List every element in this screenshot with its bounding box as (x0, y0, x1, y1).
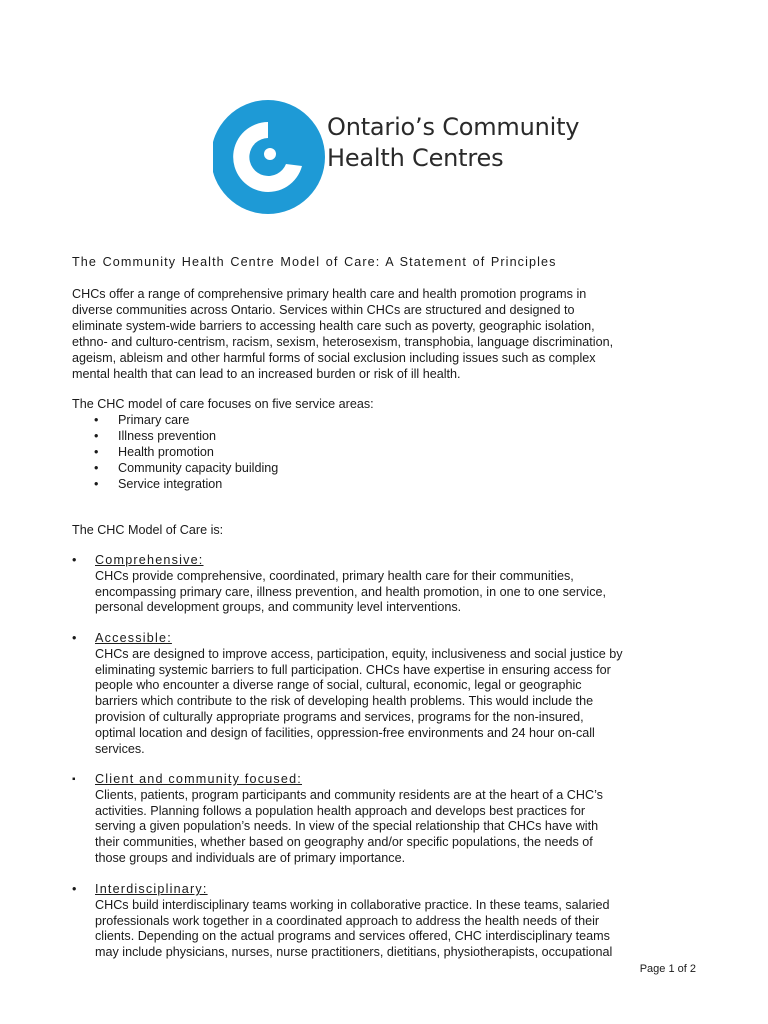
section-line: eliminating systemic barriers to full participation. CHCs have expertise in ensuring access for (95, 662, 611, 677)
section-line: CHCs build interdisciplinary teams working in collaborative practice. In these teams, salaried (95, 897, 610, 912)
list-item-label: Community capacity building (118, 461, 279, 475)
section-line: their communities, whether based on geography and/or specific populations, the needs of (95, 835, 593, 850)
section-line: CHCs are designed to improve access, participation, equity, inclusiveness and social justice by (95, 646, 623, 661)
logo-wordmark (327, 112, 579, 174)
list-item (94, 460, 278, 476)
ochc-swirl-icon (213, 94, 325, 224)
section-line: people who encounter a diverse range of social, cultural, economic, legal or geographic (95, 678, 582, 693)
section-line: those groups and individuals are of primary importance. (95, 850, 406, 865)
bullet-icon: • (94, 477, 99, 491)
list-item (94, 444, 278, 460)
list-item-label: Primary care (118, 413, 190, 427)
list-item (94, 476, 278, 492)
page-number: Page 1 of 2 (639, 963, 696, 975)
section-line: barriers which contribute to the risk of developing health problems. This would include the (95, 694, 594, 709)
section-line: optimal location and design of facilities, oppression-free environments and 24 hour on-call (95, 725, 595, 740)
intro-line: eliminate system-wide barriers to accessing health care such as poverty, geographic isolation, (72, 319, 595, 333)
section-line: services. (95, 741, 145, 756)
section-heading: Interdisciplinary: (95, 882, 208, 896)
section-client-community (72, 772, 712, 867)
section-body (95, 569, 712, 616)
section-heading: Accessible: (95, 631, 172, 645)
section-comprehensive (72, 553, 712, 616)
section-line: may include physicians, nurses, nurse practitioners, dietitians, physiotherapists, occupational (95, 945, 613, 960)
bullet-icon: • (94, 413, 99, 427)
logo-line-1: Ontario’s Community (327, 113, 580, 141)
bullet-icon: • (72, 631, 77, 645)
focus-list (94, 412, 278, 492)
bullet-icon: • (94, 429, 99, 443)
section-body (95, 898, 712, 961)
list-item-label: Health promotion (118, 445, 214, 459)
section-accessible (72, 631, 712, 757)
bullet-icon: • (72, 882, 77, 896)
section-line: CHCs provide comprehensive, coordinated, primary health care for their communities, (95, 568, 574, 583)
intro-line: mental health that can lead to an increased burden or risk of ill health. (72, 367, 461, 381)
intro-line: CHCs offer a range of comprehensive primary health care and health promotion programs in (72, 287, 587, 301)
section-body (95, 788, 712, 867)
bullet-icon: • (72, 553, 77, 567)
section-heading: Client and community focused: (95, 772, 302, 786)
list-item (94, 412, 278, 428)
section-line: encompassing primary care, illness prevention, and health promotion, in one to one service, (95, 584, 607, 599)
intro-line: ethno- and culturo-centrism, racism, sexism, heterosexism, transphobia, language discrimination, (72, 335, 614, 349)
intro-paragraph (72, 286, 702, 382)
focus-intro: The CHC model of care focuses on five service areas: (72, 397, 374, 411)
section-line: Clients, patients, program participants and community residents are at the heart of a CHC’s (95, 787, 603, 802)
list-item-label: Illness prevention (118, 429, 217, 443)
model-heading: The CHC Model of Care is: (72, 523, 224, 537)
ochc-logo (213, 94, 580, 234)
section-interdisciplinary (72, 882, 712, 961)
section-line: provision of culturally appropriate programs and services, programs for the non-insured, (95, 709, 584, 724)
bullet-icon: • (94, 445, 99, 459)
section-line: serving a given population’s needs. In view of the special relationship that CHCs have with (95, 819, 599, 834)
section-line: clients. Depending on the actual programs and services offered, CHC interdisciplinary teams (95, 929, 610, 944)
intro-line: diverse communities across Ontario. Services within CHCs are structured and designed to (72, 303, 575, 317)
section-body (95, 647, 712, 758)
intro-line: ageism, ableism and other harmful forms of social exclusion including issues such as complex (72, 351, 596, 365)
bullet-icon: ▪ (72, 774, 76, 785)
bullet-icon: • (94, 461, 99, 475)
document-title: The Community Health Centre Model of Care: A Statement of Principles (72, 255, 557, 269)
list-item-label: Service integration (118, 477, 223, 491)
logo-line-2: Health Centres (327, 144, 504, 172)
section-line: activities. Planning follows a population health approach and develops best practices for (95, 803, 586, 818)
section-line: professionals work together in a coordinated approach to address the health needs of their (95, 913, 600, 928)
section-line: personal development groups, and community level interventions. (95, 600, 462, 615)
list-item (94, 428, 278, 444)
section-heading: Comprehensive: (95, 553, 204, 567)
